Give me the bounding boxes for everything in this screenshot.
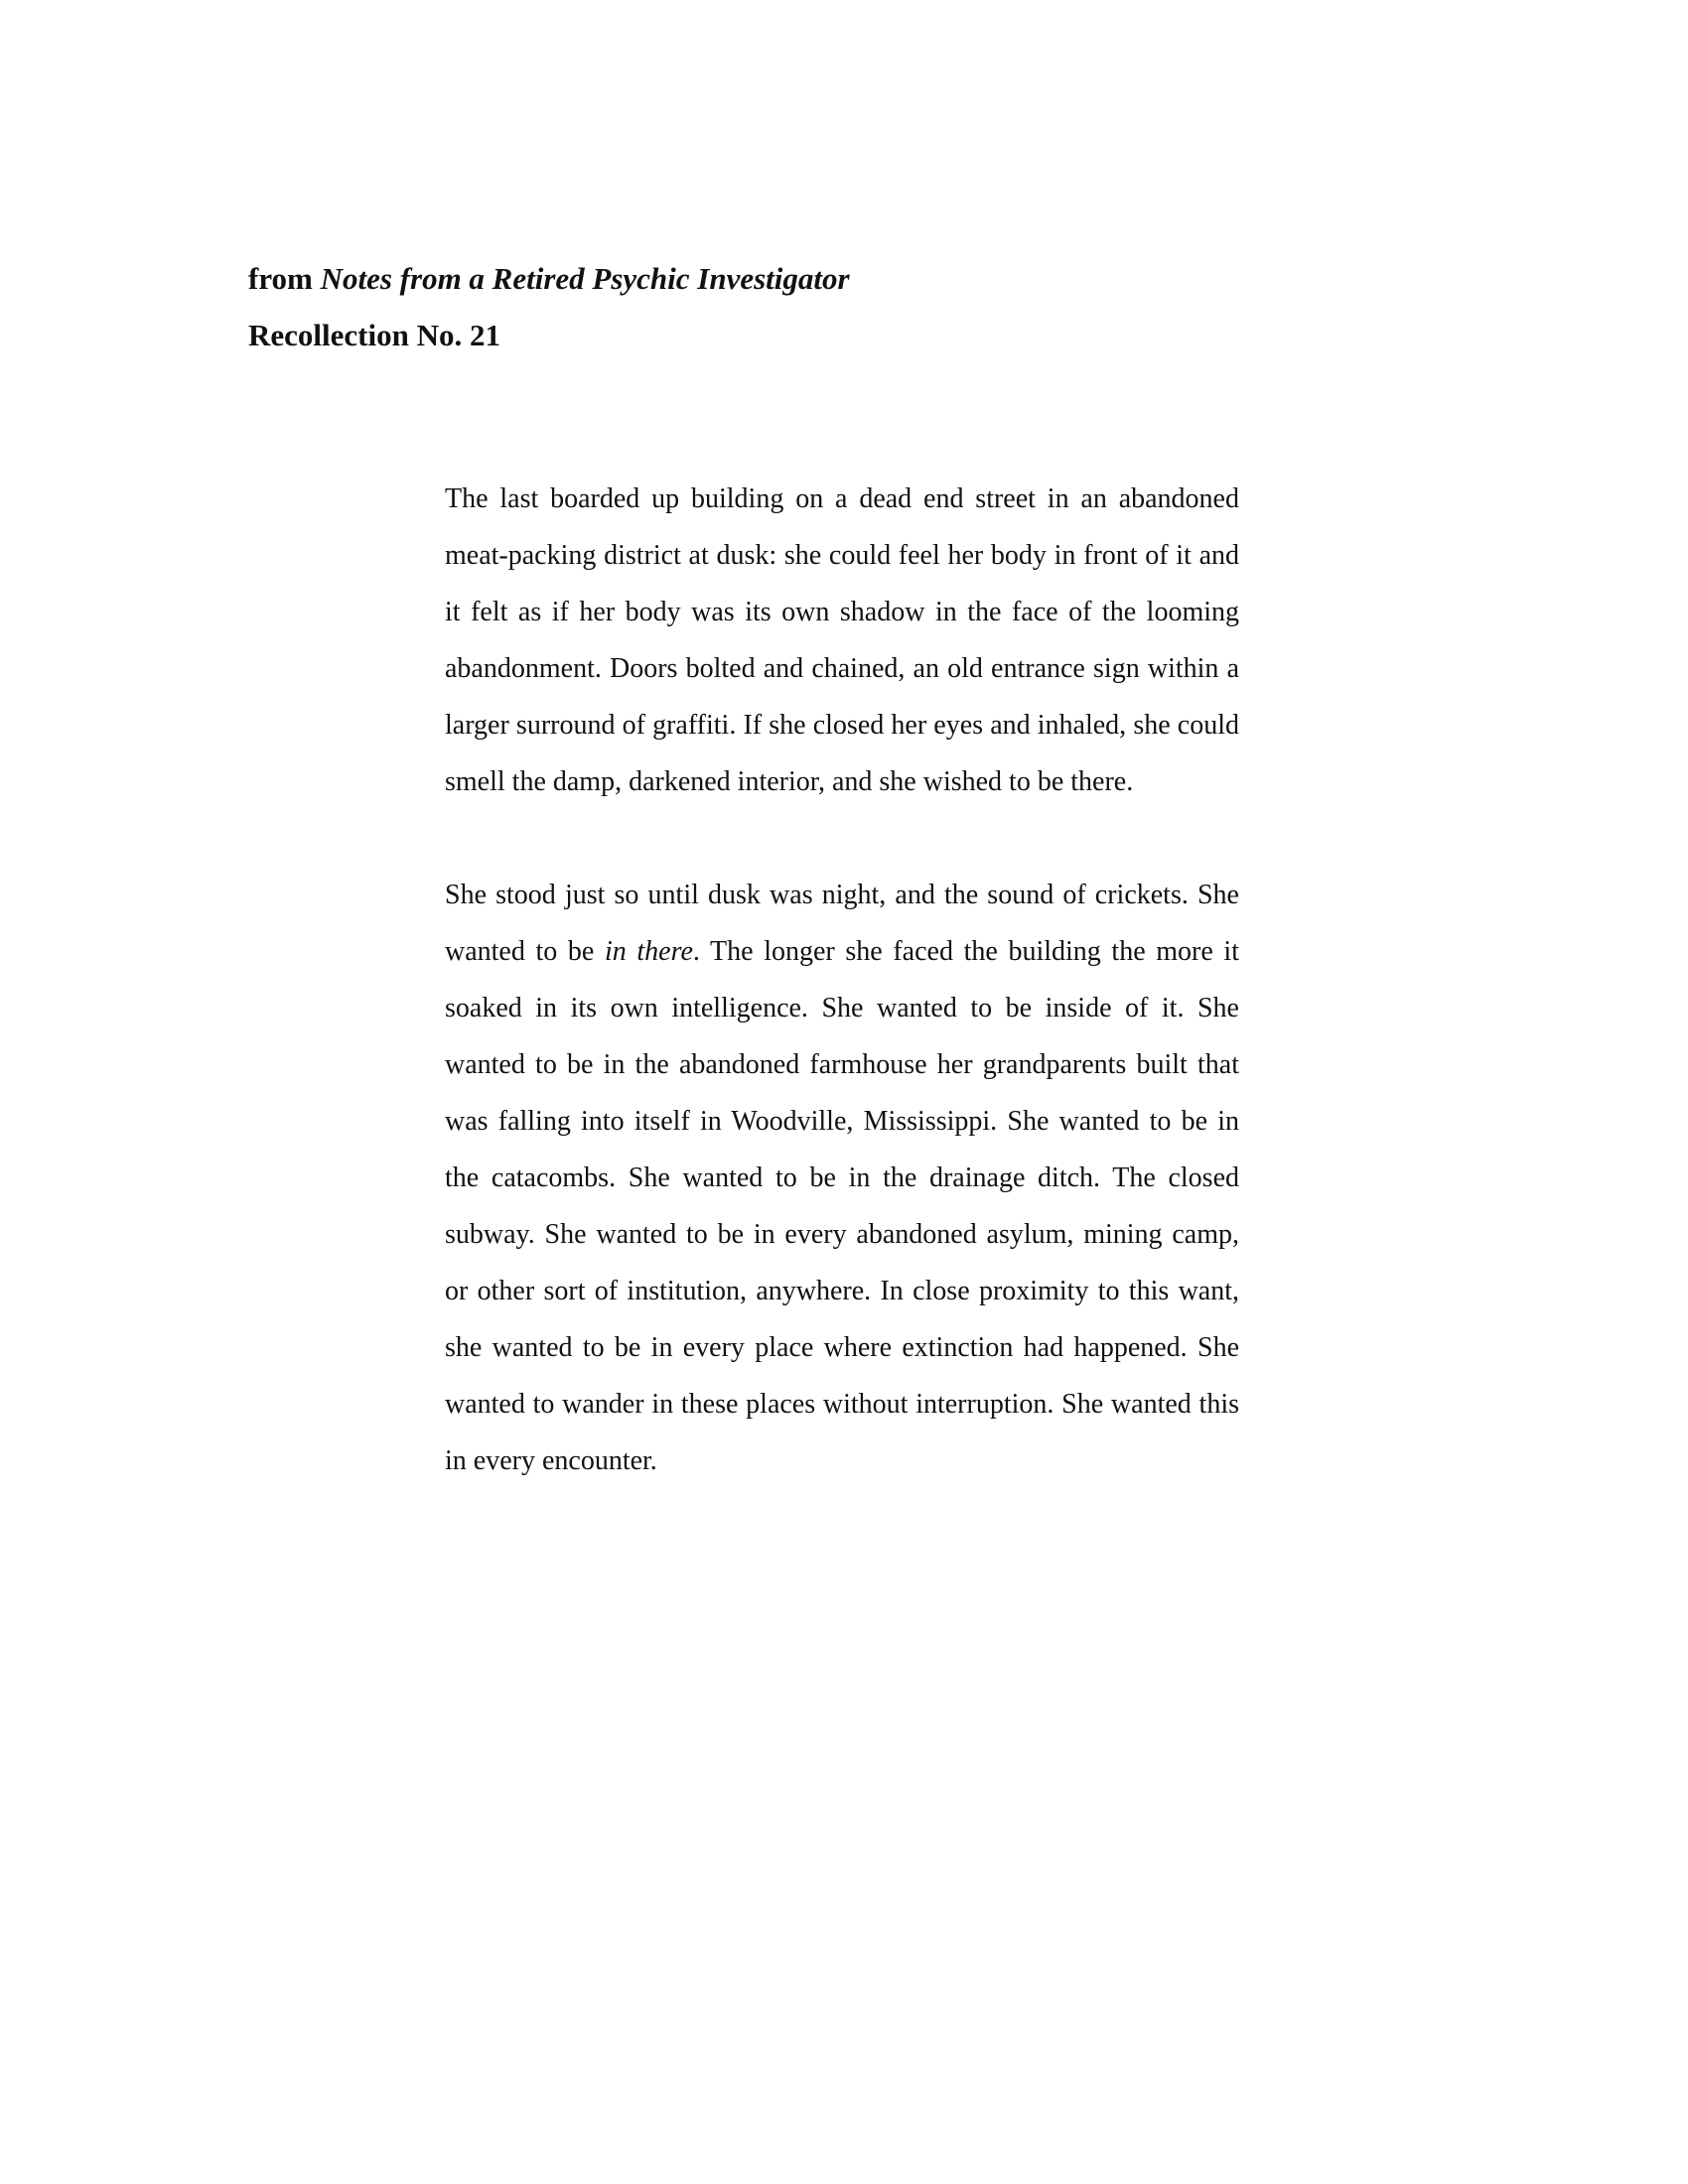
source-prefix: from bbox=[248, 261, 321, 296]
recollection-number: Recollection No. 21 bbox=[248, 318, 500, 352]
paragraph-1: The last boarded up building on a dead end street in an abandoned meat-packing district at dusk: she could feel her body in front of it and it felt as if her body was its own shadow in the face of the looming abandonment. Doors bolted and chained, an old entrance sign within a larger surround of graffiti. If she closed her eyes and inhaled, she could smell the damp, darkened interior, and she wished to be there. bbox=[445, 483, 1239, 797]
source-line bbox=[248, 250, 1142, 307]
document-header bbox=[248, 250, 1142, 363]
document-body bbox=[445, 471, 1239, 1546]
paragraph-2-end: . The longer she faced the building the more it soaked in its own intelligence. She wanted to be inside of it. She wanted to be in the abandoned farmhouse her grandparents built that was falling into itself in Woodville, Mississippi. She wanted to be in the catacombs. She wanted to be in the drainage ditch. The closed subway. She wanted to be in every abandoned asylum, mining camp, or other sort of institution, anywhere. In close proximity to this want, she wanted to be in every place where extinction had happened. She wanted to wander in these places without interruption. She wanted this in every encounter. bbox=[445, 936, 1239, 1476]
paragraph-2 bbox=[445, 867, 1239, 1489]
paragraph-2-start: She stood just so until dusk was night, and the sound of crickets. She wanted to be bbox=[445, 880, 1239, 967]
book-title: Notes from a Retired Psychic Investigator bbox=[320, 261, 850, 296]
paragraph-2-emphasis: in there bbox=[604, 936, 693, 967]
